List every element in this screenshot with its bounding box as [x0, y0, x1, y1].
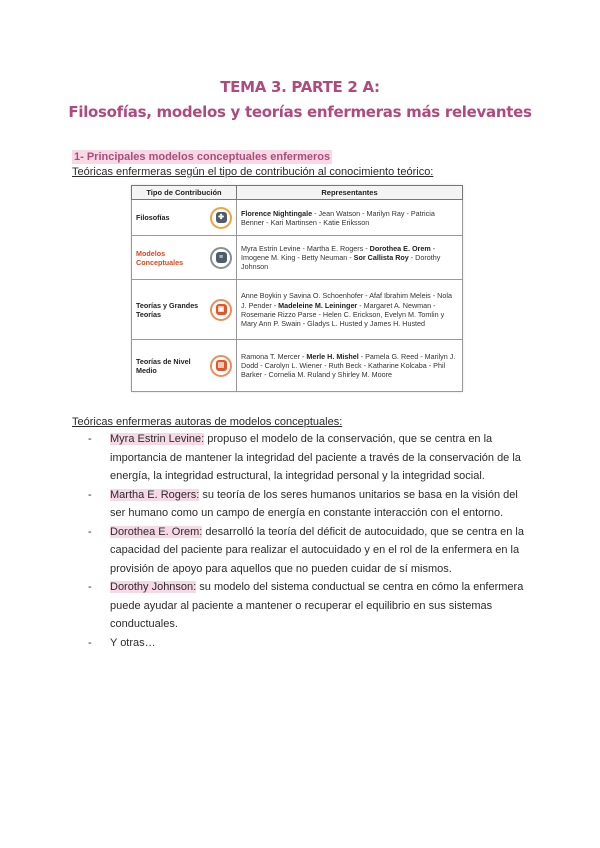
section-heading: 1- Principales modelos conceptuales enfermeros	[74, 151, 331, 163]
author-description: propuso el modelo de la conservación, que se centra en la importancia de mantener la integridad del paciente a través de la conservación de la energía, la integridad estructural, la integridad personal y la integridad social.	[110, 433, 521, 482]
list-item	[88, 578, 533, 634]
author-description: Y otras…	[110, 636, 156, 649]
type-label: Teorías de Nivel Medio	[136, 356, 191, 375]
type-cell	[132, 236, 237, 280]
authors-heading: Teóricas enfermeras autoras de modelos conceptuales:	[72, 416, 343, 428]
author-name: Dorothy Johnson:	[110, 581, 197, 593]
list-dash: -	[88, 433, 92, 445]
type-cell	[132, 200, 237, 236]
list-dash: -	[88, 488, 92, 501]
page-title: TEMA 3. PARTE 2 A:	[220, 78, 380, 96]
authors-list	[88, 430, 533, 652]
type-cell	[132, 340, 237, 392]
philosophy-icon: ✤	[210, 207, 232, 229]
table-row	[132, 280, 463, 340]
type-label: Modelos Conceptuales	[136, 248, 184, 267]
representatives-cell	[237, 280, 463, 340]
list-dash: -	[88, 525, 92, 538]
table-row	[132, 200, 463, 236]
rep-text: - Imogene M. King - Betty Neuman -	[241, 243, 436, 263]
rep-text: - Dorothy Johnson	[241, 253, 441, 272]
representatives-cell	[237, 200, 463, 236]
author-description: su modelo del sistema conductual se centra en cómo la enfermera puede ayudar al paciente a mantener o recuperar el equilibrio en sus sistemas conductuales.	[110, 581, 524, 630]
highlight-name: Florence Nightingale	[241, 208, 313, 218]
representatives-cell	[237, 236, 463, 280]
page-subtitle: Filosofías, modelos y teorías enfermeras más relevantes	[68, 103, 532, 121]
list-dash: -	[88, 581, 92, 593]
author-name: Myra Estrin Levine:	[110, 433, 205, 445]
rep-text: Ramona T. Mercer -	[241, 351, 307, 361]
author-name: Dorothea E. Orem:	[110, 525, 203, 538]
list-item	[88, 634, 533, 653]
document-icon: ≡	[210, 247, 232, 269]
author-name: Martha E. Rogers:	[110, 488, 200, 501]
highlight-name: Sor Callista Roy	[353, 253, 409, 263]
type-label: Teorías y Grandes Teorías	[136, 300, 199, 319]
author-description: su teoría de los seres humanos unitarios se basa en la visión del ser humano como un campo de energía en constante interacción con el entorno.	[110, 488, 518, 519]
rep-text: - Margaret A. Newman - Rosemarie Rizzo Parse - Helen C. Erickson, Evelyn M. Tomlin y Mary Ann P. Swain - Gladys L. Husted y James H. Husted	[241, 300, 445, 329]
table-row	[132, 236, 463, 280]
list-item	[88, 486, 533, 523]
rep-text: Anne Boykin y Savina O. Schoenhofer - Afaf Ibrahim Meleis - Nola J. Pender -	[241, 291, 452, 310]
rep-text: - Pamela G. Reed - Marilyn J. Dodd - Carolyn L. Wiener - Ruth Beck - Katharine Kolcaba - Phil Barker - Cornelia M. Ruland y Shirley M. Moore	[241, 351, 456, 380]
highlight-name: Dorothea E. Orem	[369, 243, 431, 253]
column-header-type: Tipo de Contribución	[132, 186, 237, 200]
rep-text: Myra Estrin Levine - Martha E. Rogers -	[241, 243, 370, 253]
highlight-name: Madeleine M. Leininger	[278, 300, 358, 310]
representatives-cell	[237, 340, 463, 392]
list-item	[88, 523, 533, 579]
column-header-representatives: Representantes	[237, 186, 463, 200]
list-item	[88, 430, 533, 486]
table-intro: Teóricas enfermeras según el tipo de contribución al conocimiento teórico:	[72, 166, 434, 178]
table-row	[132, 340, 463, 392]
type-label: Filosofías	[136, 213, 170, 223]
author-description: desarrolló la teoría del déficit de autocuidado, que se centra en la capacidad del paciente para realizar el autocuidado y en el rol de la enfermera en la provisión de apoyo para aquellos que no pueden cuidar de sí mismos.	[110, 525, 524, 575]
contribution-table	[131, 185, 463, 392]
highlight-name: Merle H. Mishel	[306, 351, 359, 361]
clipboard-icon: ▤	[210, 355, 232, 377]
type-cell	[132, 280, 237, 340]
list-dash: -	[88, 636, 92, 649]
book-icon: ▣	[210, 299, 232, 321]
rep-text: - Jean Watson - Marilyn Ray - Patricia Benner - Kari Martinsen - Katie Eriksson	[241, 208, 435, 227]
